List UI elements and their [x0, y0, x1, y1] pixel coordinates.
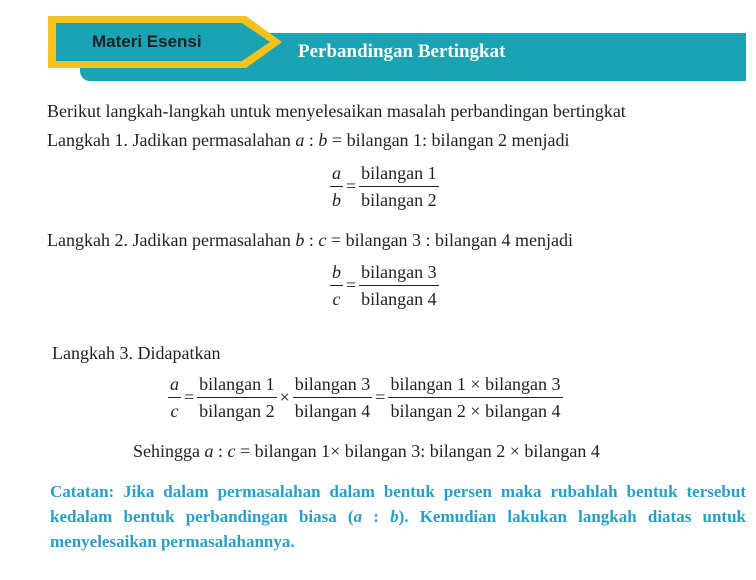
result-var-c: c [227, 441, 236, 461]
fraction-a-over-c [168, 371, 181, 424]
note-var-b: b [390, 507, 399, 526]
frac-denominator: b [332, 190, 341, 210]
note-sep: : [362, 507, 391, 526]
equals-sign: = [184, 387, 195, 407]
equals-sign: = [375, 387, 386, 407]
note-text-part2: ). Kemudian lakukan langkah diatas untuk menyelesaikan permasalahannya. [50, 507, 746, 551]
step2-suffix: = bilangan 3 : bilangan 4 menjadi [326, 230, 574, 250]
equals-sign: = [346, 275, 357, 295]
step1-text [47, 130, 570, 151]
frac-denominator: bilangan 2 × bilangan 4 [390, 401, 561, 421]
section-header [0, 0, 756, 90]
step1-suffix: = bilangan 1: bilangan 2 menjadi [327, 130, 570, 150]
result-prefix: Sehingga [133, 441, 205, 461]
step2-var-b: b [295, 230, 305, 250]
fraction-bil3-over-bil4 [359, 259, 438, 312]
times-sign: × [279, 387, 290, 407]
frac-denominator: bilangan 2 [199, 401, 275, 421]
step2-equation [330, 259, 439, 312]
step1-var-b: b [318, 130, 328, 150]
step1-prefix: Langkah 1. Jadikan permasalahan [47, 130, 296, 150]
frac-numerator: bilangan 1 × bilangan 3 [388, 371, 562, 398]
step1-equation [330, 160, 439, 213]
step3-text: Langkah 3. Didapatkan [52, 343, 221, 363]
step2-text [47, 230, 573, 251]
note-paragraph [50, 479, 746, 554]
frac-denominator: bilangan 4 [294, 401, 371, 421]
fraction-bil3-over-bil4 [293, 371, 372, 424]
note-text-part1: Catatan: Jika dalam permasalahan dalam bentuk persen maka rubahlah bentuk tersebut kedalam bentuk perbandingan biasa ( [50, 482, 746, 526]
fraction-bil1-over-bil2 [359, 160, 438, 213]
frac-denominator: c [332, 289, 341, 309]
equals-sign: = [346, 176, 357, 196]
frac-numerator: bilangan 1 [197, 371, 276, 398]
intro-text: Berikut langkah-langkah untuk menyelesaikan masalah perbandingan bertingkat [47, 101, 626, 121]
fraction-b-over-c [330, 259, 343, 312]
result-var-a: a [204, 441, 214, 461]
frac-denominator: c [170, 401, 179, 421]
fraction-product [388, 371, 562, 424]
page-title: Perbandingan Bertingkat [298, 41, 506, 62]
step2-prefix: Langkah 2. Jadikan permasalahan [47, 230, 296, 250]
frac-numerator: a [332, 163, 341, 183]
frac-denominator: bilangan 4 [361, 289, 437, 309]
fraction-a-over-b [330, 160, 343, 213]
tag-label: Materi Esensi [92, 32, 202, 51]
step3-equation [168, 371, 563, 424]
frac-denominator: bilangan 2 [361, 190, 437, 210]
fraction-bil1-over-bil2 [197, 371, 276, 424]
result-suffix: = bilangan 1× bilangan 3: bilangan 2 × bilangan 4 [235, 441, 600, 461]
frac-numerator: bilangan 3 [359, 259, 438, 286]
frac-numerator: a [170, 374, 179, 394]
note-var-a: a [353, 507, 363, 526]
result-sep: : [213, 441, 228, 461]
step1-sep: : [304, 130, 319, 150]
step1-var-a: a [295, 130, 305, 150]
step2-sep: : [304, 230, 319, 250]
result-text [133, 441, 600, 462]
frac-numerator: bilangan 1 [359, 160, 438, 187]
step2-var-c: c [318, 230, 327, 250]
frac-numerator: b [332, 262, 341, 282]
frac-numerator: bilangan 3 [293, 371, 372, 398]
